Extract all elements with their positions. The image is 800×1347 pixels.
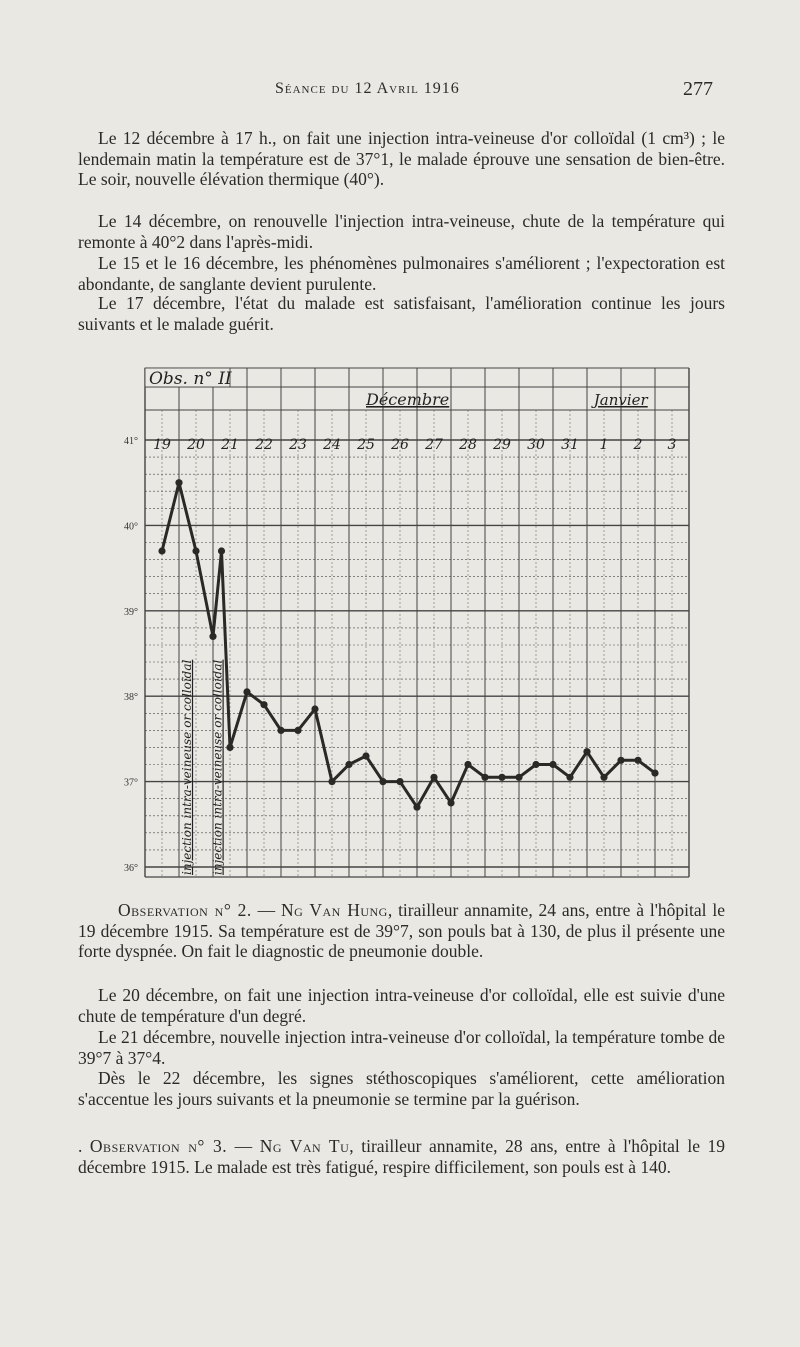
observation-2-paragraph bbox=[78, 900, 725, 962]
temperature-point bbox=[413, 804, 420, 811]
temperature-point bbox=[294, 727, 301, 734]
observation-3-heading: Observation n° 3. bbox=[89, 1136, 228, 1156]
temperature-point bbox=[192, 547, 199, 554]
temperature-point bbox=[464, 761, 471, 768]
day-tick-label: 25 bbox=[357, 437, 375, 453]
temperature-point bbox=[600, 774, 607, 781]
temperature-point bbox=[243, 688, 250, 695]
day-tick-label: 1 bbox=[599, 437, 609, 453]
temperature-point bbox=[175, 479, 182, 486]
temperature-point bbox=[549, 761, 556, 768]
chart-title: Obs. n° II bbox=[149, 369, 232, 389]
day-tick-label: 24 bbox=[323, 437, 341, 453]
paragraph: Le 17 décembre, l'état du malade est satisfaisant, l'amélioration continue les jours suivants et le malade guérit. bbox=[78, 293, 725, 334]
running-header bbox=[0, 76, 800, 106]
temperature-point bbox=[209, 633, 216, 640]
observation-3-paragraph bbox=[78, 1136, 725, 1177]
temperature-point bbox=[328, 778, 335, 785]
observation-3-text: , tirailleur annamite, 28 ans, entre à l'hôpital le 19 décembre 1915. Le malade est très fatigué, respire difficilement, son pouls est à 140. bbox=[78, 1136, 726, 1177]
day-tick-label: 23 bbox=[289, 437, 307, 453]
month-label-january: Janvier bbox=[593, 391, 648, 409]
temperature-point bbox=[651, 770, 658, 777]
day-tick-label: 3 bbox=[667, 437, 677, 453]
temperature-point bbox=[634, 757, 641, 764]
dash: — bbox=[227, 1136, 260, 1156]
leading-mark: . bbox=[78, 1136, 90, 1156]
temperature-point bbox=[498, 774, 505, 781]
page-number: 277 bbox=[683, 78, 713, 100]
temperature-point bbox=[379, 778, 386, 785]
paragraph: Le 21 décembre, nouvelle injection intra-veineuse d'or colloïdal, la température tombe de 39°7 à 37°4. bbox=[78, 1027, 725, 1068]
temperature-point bbox=[566, 774, 573, 781]
patient-name: Ng Van Hung bbox=[281, 900, 388, 920]
observation-2-heading: Observation n° 2. bbox=[118, 900, 252, 920]
day-tick-label: 28 bbox=[459, 437, 477, 453]
day-tick-label: 31 bbox=[561, 437, 579, 453]
y-tick-label: 40° bbox=[124, 521, 138, 533]
day-tick-label: 19 bbox=[153, 437, 171, 453]
temperature-point bbox=[447, 799, 454, 806]
paragraph: Le 20 décembre, on fait une injection intra-veineuse d'or colloïdal, elle est suivie d'une chute de température d'un degré. bbox=[78, 985, 725, 1026]
day-tick-label: 30 bbox=[527, 437, 545, 453]
temperature-point bbox=[311, 705, 318, 712]
temperature-point bbox=[583, 748, 590, 755]
month-label-december: Décembre bbox=[366, 390, 450, 409]
temperature-point bbox=[481, 774, 488, 781]
patient-name: Ng Van Tu bbox=[259, 1136, 350, 1156]
observation-2-text: , tirailleur annamite, 24 ans, entre à l'hôpital le 19 décembre 1915. Sa température est de 39°7, son pouls bat à 130, de plus il présente une forte dyspnée. On fait le diagnostic de pneumonie double. bbox=[78, 900, 726, 961]
day-tick-label: 26 bbox=[391, 437, 409, 453]
temperature-point bbox=[226, 744, 233, 751]
temperature-point bbox=[396, 778, 403, 785]
paragraph: Le 14 décembre, on renouvelle l'injection intra-veineuse, chute de la température qui remonte à 40°2 dans l'après-midi. bbox=[78, 211, 725, 252]
y-tick-label: 38° bbox=[124, 692, 138, 704]
temperature-point bbox=[260, 701, 267, 708]
y-tick-label: 39° bbox=[124, 606, 138, 618]
temperature-point bbox=[515, 774, 522, 781]
paragraph: Dès le 22 décembre, les signes stéthoscopiques s'améliorent, cette amélioration s'accentue les jours suivants et la pneumonie se termine par la guérison. bbox=[78, 1068, 725, 1109]
temperature-point bbox=[158, 547, 165, 554]
temperature-point bbox=[345, 761, 352, 768]
running-title: Séance du 12 Avril 1916 bbox=[275, 80, 460, 97]
temperature-point bbox=[362, 752, 369, 759]
y-tick-label: 37° bbox=[124, 777, 138, 789]
day-tick-label: 29 bbox=[493, 437, 511, 453]
temperature-point bbox=[532, 761, 539, 768]
day-tick-label: 22 bbox=[255, 437, 273, 453]
day-tick-label: 21 bbox=[221, 437, 239, 453]
temperature-point bbox=[430, 774, 437, 781]
temperature-point bbox=[277, 727, 284, 734]
temperature-chart bbox=[100, 365, 675, 885]
day-tick-label: 20 bbox=[187, 437, 205, 453]
day-tick-label: 27 bbox=[425, 437, 443, 453]
y-tick-label: 36° bbox=[124, 863, 138, 874]
injection-annotation: injection intra-veineuse or colloïdal bbox=[179, 659, 194, 875]
paragraph: Le 12 décembre à 17 h., on fait une injection intra-veineuse d'or colloïdal (1 cm³) ; le lendemain matin la température est de 37°1, le malade éprouve une sensation de bien-être. Le soir, nouvelle élévation thermique (40°). bbox=[78, 128, 725, 189]
paragraph: Le 15 et le 16 décembre, les phénomènes pulmonaires s'améliorent ; l'expectoration est abondante, de sanglante devient purulente. bbox=[78, 253, 725, 294]
y-tick-label: 41° bbox=[124, 436, 138, 447]
injection-annotation: injection intra-veineuse or colloïdal bbox=[210, 659, 225, 875]
day-tick-label: 2 bbox=[633, 437, 643, 453]
temperature-point bbox=[218, 547, 225, 554]
temperature-point bbox=[617, 757, 624, 764]
dash: — bbox=[251, 900, 282, 920]
